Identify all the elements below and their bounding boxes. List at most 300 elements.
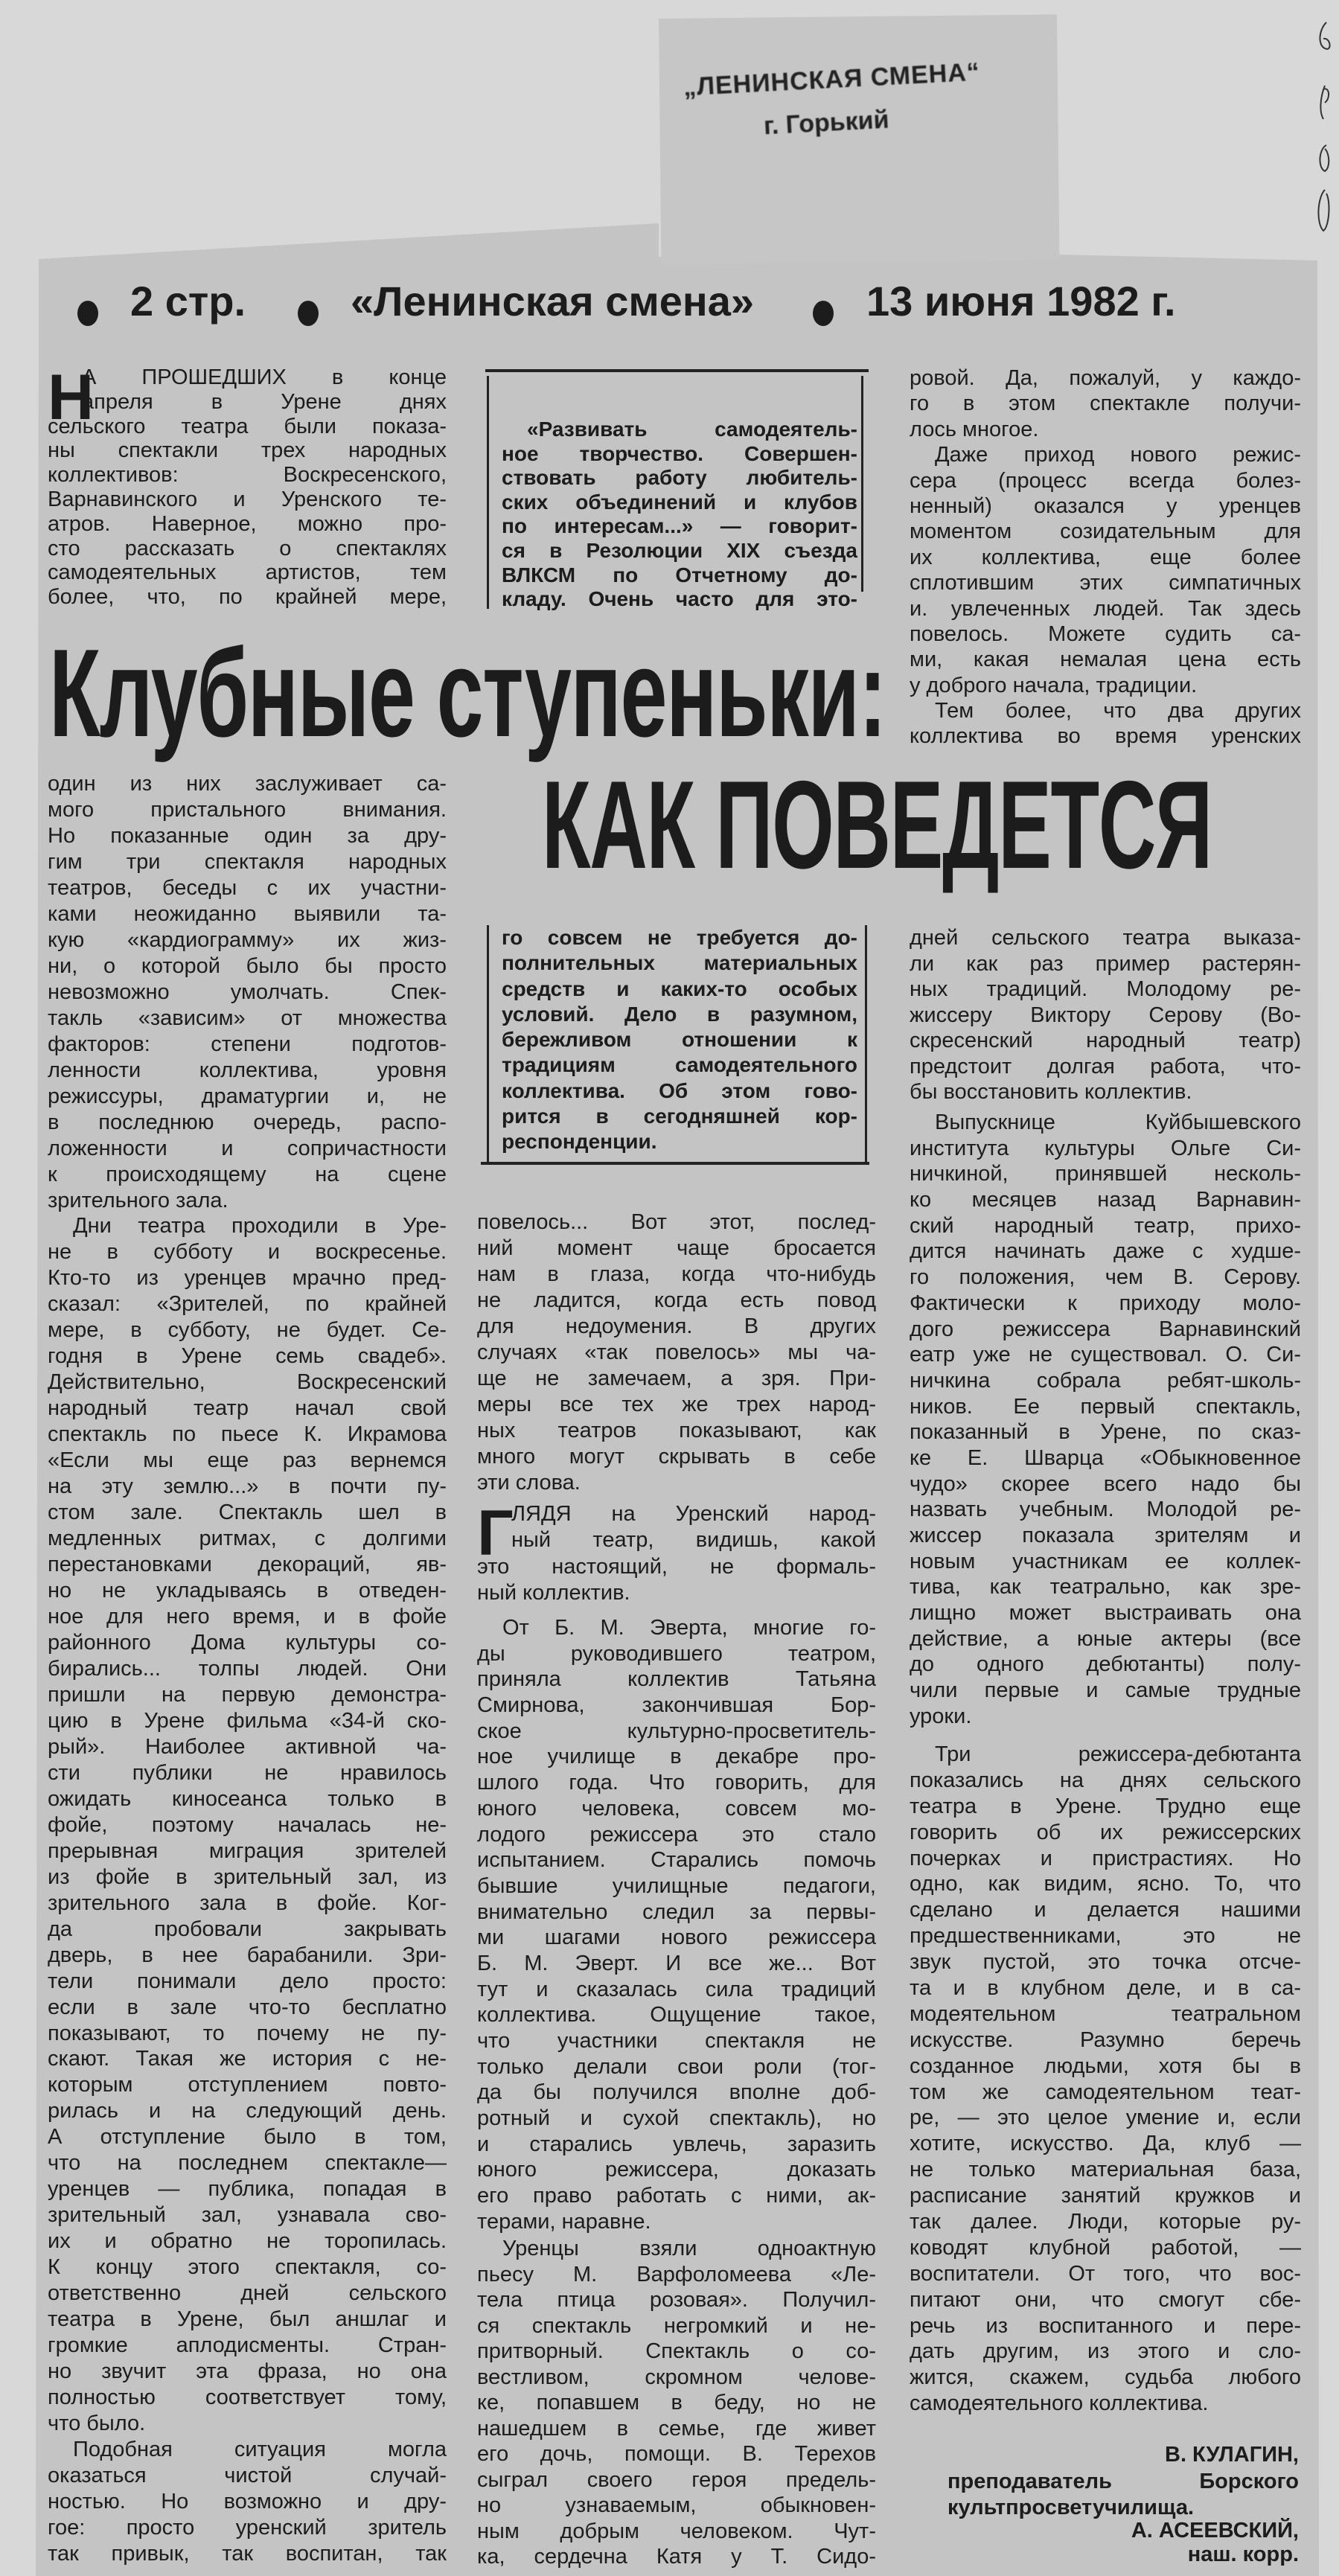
text-line-content: зрительного зала.: [48, 1188, 229, 1212]
text-line-content: и. увлеченных людей. Так здесь: [910, 596, 1301, 621]
text-line: [910, 2027, 1301, 2054]
text-line: [910, 925, 1301, 951]
text-line: [48, 438, 447, 463]
column-2-part-b: [477, 1498, 876, 1606]
text-line: [910, 1574, 1301, 1600]
text-line-content: повелось. Можете судить са-: [910, 621, 1301, 646]
text-line: [910, 1187, 1301, 1213]
text-line-content: у доброго начала, традиции.: [910, 673, 1198, 697]
text-line-content: показывают, то почему не пу-: [48, 2021, 447, 2045]
text-line-content: хотите, искусство. Да, клуб —: [910, 2132, 1301, 2156]
text-line: [477, 1501, 876, 1527]
text-line: [48, 1812, 447, 1838]
text-line-content: Даже приход нового режис-: [935, 443, 1301, 467]
text-line: [910, 951, 1301, 977]
text-line: [48, 2202, 447, 2228]
text-line-content: что на последнем спектакле—: [48, 2151, 447, 2176]
text-line: [48, 2541, 447, 2567]
text-line-content: ных театров показывают, как: [477, 1419, 876, 1442]
text-line: [910, 2287, 1301, 2313]
text-line-content: дать другим, из этого и сло-: [910, 2339, 1301, 2364]
text-line-content: ротный и сухой спектакль), но: [477, 2106, 876, 2131]
text-line: [910, 2001, 1301, 2027]
text-line-content: его дочь, помощи. В. Терехов: [477, 2442, 876, 2466]
text-line-content: медленных ритмах, с долгими: [48, 1527, 447, 1551]
text-line: [477, 1236, 876, 1262]
text-line-content: полнительных материальных: [502, 951, 857, 975]
text-line-content: расписание занятий кружков и: [910, 2184, 1301, 2208]
text-line-content: жиссер показала зрителям и: [910, 1524, 1301, 1547]
text-line-content: тели понимали дело просто:: [48, 1969, 447, 1993]
column-2-part-d: [477, 2236, 876, 2570]
text-line: [477, 2467, 876, 2493]
text-line-content: ских объединений и клубов: [502, 490, 857, 514]
text-line-content: так привык, так воспитан, так: [48, 2541, 447, 2566]
text-line: [910, 2313, 1301, 2339]
quote-box-top: [502, 418, 857, 612]
text-line: [48, 2150, 447, 2176]
text-line: [910, 1419, 1301, 1445]
text-line: [910, 1394, 1301, 1420]
text-line: [477, 1288, 876, 1314]
text-line: [910, 1028, 1301, 1054]
text-line-content: шлого года. Что говорить, для: [477, 1771, 876, 1795]
text-line-content: ще не замечаем, а зря. При-: [477, 1367, 876, 1390]
text-line: [477, 1847, 876, 1873]
text-line: [48, 1552, 447, 1578]
text-line-content: стом зале. Спектакль шел в: [48, 1500, 447, 1525]
text-line: [910, 1317, 1301, 1343]
text-line-content: предшественниками, это не: [910, 1924, 1301, 1949]
text-line: [48, 560, 447, 585]
text-line: [477, 1719, 876, 1745]
text-line: [48, 2281, 447, 2307]
text-line-content: не ладится, когда есть повод: [477, 1288, 876, 1312]
text-line: [910, 1213, 1301, 1239]
text-line: [910, 1897, 1301, 1923]
source-stamp-slip: [659, 14, 1059, 264]
text-line: [48, 1656, 447, 1682]
text-line: [502, 466, 857, 490]
text-line: [477, 1418, 876, 1444]
text-line-content: Фактически к приходу моло-: [910, 1291, 1301, 1315]
text-line-content: нам в глаза, когда что-нибудь: [477, 1262, 876, 1286]
column-3-part-1: [910, 925, 1301, 1105]
text-line: [502, 490, 857, 515]
page-number: 2 стр.: [130, 278, 246, 325]
text-line-content: ды руководившего театром,: [477, 1641, 876, 1666]
text-line-content: Б. М. Эверт. И все же... Вот: [477, 1951, 876, 1975]
text-line-content: го положения, чем В. Серову.: [910, 1265, 1301, 1290]
text-line: [910, 1079, 1301, 1105]
text-line-content: го совсем не требуется до-: [502, 926, 857, 949]
text-line: [48, 2098, 447, 2124]
text-line: [910, 1342, 1301, 1368]
text-line: [910, 1549, 1301, 1575]
text-line-content: воспитатели. От того, что вос-: [910, 2261, 1301, 2286]
text-line: [910, 647, 1301, 672]
text-line: [910, 977, 1301, 1003]
text-line: [48, 1474, 447, 1500]
text-line-content: гим три спектакля народных: [48, 849, 447, 874]
text-line-content: ское культурно-просветитель-: [477, 1719, 876, 1743]
text-line: [48, 2463, 447, 2489]
text-line-content: почерках и пристрастиях. Но: [910, 1846, 1301, 1870]
text-line: [48, 1422, 447, 1448]
text-line-content: скресенский народный театр): [910, 1029, 1301, 1052]
text-line: [910, 2183, 1301, 2209]
text-line-content: более, что, по крайней мере,: [48, 585, 447, 610]
text-line: [910, 2054, 1301, 2080]
text-line: [910, 1652, 1301, 1678]
text-line-content: народный театр начал свой: [48, 1396, 447, 1421]
text-line: [910, 1161, 1301, 1187]
text-line: [48, 415, 447, 439]
text-line: [910, 1110, 1301, 1136]
box-top-left-border: [487, 376, 489, 609]
text-line-content: меры все тех же трех народ-: [477, 1393, 876, 1416]
text-line-content: одно, как видим, ясно. То, что: [910, 1872, 1301, 1896]
text-line-content: пришли на первую демонстра-: [48, 1682, 447, 1707]
text-line: [48, 512, 447, 537]
text-line: [477, 1554, 876, 1580]
text-line-content: самодеятельных артистов, тем: [48, 560, 447, 585]
text-line: [48, 2072, 447, 2098]
text-line-content: до одного дебютанты) полу-: [910, 1652, 1301, 1677]
drop-cap: Г: [477, 1498, 514, 1569]
text-line-content: ненный) оказался у уренцев: [910, 493, 1301, 518]
text-line-content: ский народный театр, прихо-: [910, 1213, 1301, 1238]
text-line: [477, 1641, 876, 1667]
text-line: [48, 2411, 447, 2437]
text-line-content: лищно может выстраивать она: [910, 1601, 1301, 1626]
text-line-content: пьесу М. Варфоломеева «Ле-: [477, 2262, 876, 2286]
text-line-content: моментом созидательным для: [910, 520, 1301, 544]
text-line-content: ка, сердечна Катя у Т. Сидо-: [477, 2545, 876, 2569]
text-line-content: оказаться чистой случай-: [48, 2463, 447, 2487]
text-line: [477, 1392, 876, 1418]
text-line-content: испытанием. Старались помочь: [477, 1848, 876, 1873]
text-line-content: дверь, в нее барабанили. Зри-: [48, 1943, 447, 1967]
text-line-content: Варнавинского и Уренского те-: [48, 487, 447, 511]
text-line-content: из фойе в зрительный зал, из: [48, 1864, 447, 1889]
text-line: [48, 2046, 447, 2072]
text-line-content: ко месяцев назад Варнавин-: [910, 1188, 1301, 1212]
text-line-content: рилась и на следующий день.: [48, 2099, 447, 2123]
text-line: [48, 1734, 447, 1760]
text-line: [48, 1526, 447, 1552]
text-line: [910, 1239, 1301, 1265]
bullet-icon: [77, 301, 98, 326]
text-line-content: самодеятельного коллектива.: [910, 2391, 1209, 2416]
text-line: [502, 1002, 857, 1027]
text-line-content: «Развивать самодеятель-: [527, 418, 857, 441]
text-line: [910, 493, 1301, 519]
text-line: [48, 1058, 447, 1084]
text-line-content: на эту землю...» в почти пу-: [48, 1474, 447, 1499]
text-line: [910, 2080, 1301, 2106]
text-line: [477, 2313, 876, 2339]
text-line-content: коллективов: Воскресенского,: [48, 463, 447, 488]
text-line: [48, 463, 447, 488]
text-line-content: вестливом, скромном челове-: [477, 2365, 876, 2389]
text-line-content: сера (процесс всегда болез-: [910, 468, 1301, 493]
text-line-content: тела птица розовая». Получил-: [477, 2288, 876, 2312]
text-line-content: звук пустой, это точка отсче-: [910, 1950, 1301, 1975]
text-line: [48, 1682, 447, 1708]
text-line-content: сплотившим этих симпатичных: [910, 571, 1301, 595]
text-line: [502, 418, 857, 442]
text-line-content: чудо» скорее всего надо бы: [910, 1471, 1301, 1496]
text-line-content: гое: просто уренский зритель: [48, 2515, 447, 2540]
text-line: [48, 2254, 447, 2281]
text-line-content: такль «зависим» от множества: [48, 1006, 447, 1030]
text-line: [910, 1704, 1301, 1730]
text-line: [48, 2228, 447, 2254]
text-line: [477, 1366, 876, 1392]
text-line-content: респонденции.: [502, 1130, 657, 1153]
text-line-content: ми шагами нового режиссера: [477, 1925, 876, 1950]
text-line-content: действие, а юные актеры (все: [910, 1626, 1301, 1651]
text-line: [910, 1923, 1301, 1949]
text-line-content: театра в Урене. Трудно еще: [910, 1794, 1301, 1818]
text-line-content: ным добрым человеком. Чут-: [477, 2519, 876, 2543]
text-line-content: института культуры Ольге Си-: [910, 1136, 1301, 1160]
text-line-content: искусстве. Разумно беречь: [910, 2027, 1301, 2052]
text-line: [502, 514, 857, 539]
text-line-content: но звучит эта фраза, но она: [48, 2359, 447, 2384]
text-line-content: ничкиной, принявшей несколь-: [910, 1162, 1301, 1186]
text-line: [910, 2131, 1301, 2157]
text-line: [477, 1209, 876, 1236]
text-line: [910, 1003, 1301, 1029]
text-line: [477, 1340, 876, 1366]
text-line-content: годня в Урене семь свадеб».: [48, 1344, 447, 1369]
text-line-content: случаях «так повелось» мы ча-: [477, 1340, 876, 1364]
text-line-content: ЛЯДЯ на Уренский народ-: [511, 1502, 876, 1526]
issue-date: 13 июня 1982 г.: [866, 278, 1176, 325]
drop-cap: Н: [48, 362, 95, 433]
text-line-content: Тем более, что два других: [935, 699, 1301, 723]
author-1-name: В. КУЛАГИН,: [1165, 2443, 1299, 2467]
text-line-content: фойе, поэтому началась не-: [48, 1812, 447, 1837]
text-line-content: Выпускнице Куйбышевского: [935, 1110, 1301, 1134]
text-line-content: коллектива во время уренских: [910, 724, 1301, 749]
text-line: [48, 2515, 447, 2541]
text-line: [48, 488, 447, 512]
column-3-top: [910, 365, 1301, 750]
text-line: [477, 2002, 876, 2028]
text-line-content: ководят клубной работой, —: [910, 2235, 1301, 2260]
text-line-content: го в этом спектакле получи-: [910, 391, 1301, 416]
text-line: [477, 2544, 876, 2570]
text-line: [48, 1032, 447, 1058]
text-line: [910, 2339, 1301, 2365]
text-line-content: режиссуры, драматургии и, не: [48, 1084, 447, 1108]
text-line-content: коллектива. Об этом гово-: [502, 1078, 857, 1102]
text-line: [477, 1527, 876, 1553]
text-line-content: условий. Дело в разумном,: [502, 1002, 857, 1026]
text-line-content: традициям самодеятельного: [502, 1053, 857, 1077]
text-line: [48, 1084, 447, 1110]
text-line: [910, 1136, 1301, 1162]
text-line: [910, 2157, 1301, 2183]
text-line: [910, 723, 1301, 749]
text-line: [910, 545, 1301, 570]
text-line-content: кую «кардиограмму» их жиз-: [48, 927, 447, 952]
text-line-content: притворный. Спектакль о со-: [477, 2339, 876, 2363]
text-line: [502, 1052, 857, 1078]
text-line-content: том же самодеятельном теат-: [910, 2080, 1301, 2104]
text-line: [910, 1975, 1301, 2001]
text-line-content: в последнюю очередь, распо-: [48, 1110, 447, 1134]
text-line: [477, 1314, 876, 1340]
text-line-content: юного человека, совсем мо-: [477, 1796, 876, 1821]
text-line: [910, 1600, 1301, 1626]
text-line: [910, 1471, 1301, 1498]
text-line: [477, 2339, 876, 2365]
text-line-content: жиссеру Виктору Серову (Во-: [910, 1003, 1301, 1027]
text-line-content: сыграл своего героя предель-: [477, 2467, 876, 2492]
text-line-content: ся спектакль негромкий и не-: [477, 2313, 876, 2338]
text-line: [910, 519, 1301, 544]
text-line-content: нашедшем в семье, где живет: [477, 2416, 876, 2441]
text-line: [502, 1027, 857, 1052]
text-line: [48, 849, 447, 875]
text-line-content: жится, скажем, судьба любого: [910, 2365, 1301, 2390]
text-line-content: мере, в субботу, не будет. Се-: [48, 1318, 447, 1343]
text-line-content: ВЛКСМ по Отчетному до-: [502, 563, 857, 587]
column-3-part-3: [910, 1742, 1301, 2417]
text-line: [477, 2236, 876, 2262]
text-line-content: предстоит долгая работа, что-: [910, 1054, 1301, 1078]
text-line: [48, 1291, 447, 1317]
box-bottom-left-border: [487, 925, 489, 1163]
text-line: [502, 1104, 857, 1129]
text-line-content: один из них заслуживает са-: [48, 772, 447, 796]
stamp-newspaper-name: „ЛЕНИНСКАЯ СМЕНА“: [683, 57, 981, 102]
text-line-content: их коллектива, еще более: [910, 545, 1301, 569]
text-line-content: ное училище в декабре про-: [477, 1745, 876, 1769]
text-line: [48, 1500, 447, 1526]
text-line-content: Действительно, Воскресенский: [48, 1370, 447, 1395]
text-line: [48, 1604, 447, 1630]
text-line: [477, 1899, 876, 1925]
text-line: [910, 673, 1301, 698]
text-line: [502, 587, 857, 612]
text-line: [48, 1110, 447, 1136]
text-line: [48, 953, 447, 979]
bullet-icon: [298, 301, 319, 326]
text-line-content: Уренцы взяли одноактную: [502, 2237, 876, 2260]
text-line: [502, 563, 857, 588]
text-line-content: Но показанные один за дру-: [48, 823, 447, 848]
text-line: [48, 390, 447, 415]
text-line-content: речь из воспитанного и пере-: [910, 2313, 1301, 2338]
text-line: [477, 2365, 876, 2391]
text-line-content: ровой. Да, пожалуй, у каждо-: [910, 366, 1301, 390]
text-line-content: А отступление было в том,: [48, 2125, 447, 2150]
text-line-content: тут и сказалась сила традиций: [477, 1977, 876, 2001]
text-line-content: ствовать работу любитель-: [502, 466, 857, 490]
text-line: [477, 2519, 876, 2545]
text-line: [910, 1626, 1301, 1652]
text-line: [910, 365, 1301, 391]
text-line: [477, 1666, 876, 1693]
text-line: [48, 1239, 447, 1265]
text-line-content: ный коллектив.: [477, 1580, 630, 1605]
text-line: [477, 1580, 876, 1606]
text-line-content: созданное людьми, хотя бы в: [910, 2054, 1301, 2078]
text-line: [48, 2176, 447, 2202]
text-line-content: бывшие училищные педагоги,: [477, 1873, 876, 1898]
text-line-content: «Если мы еще раз вернемся: [48, 1448, 447, 1473]
text-line-content: ответственно дней сельского: [48, 2281, 447, 2306]
text-line-content: сто рассказать о спектаклях: [48, 536, 447, 560]
text-line-content: театра в Урене, был аншлаг и: [48, 2307, 447, 2332]
text-line-content: но узнаваемым, обыкновен-: [477, 2493, 876, 2517]
text-line: [502, 442, 857, 467]
text-line-content: бы восстановить коллектив.: [910, 1080, 1192, 1104]
text-line: [910, 1368, 1301, 1394]
text-line: [502, 1129, 857, 1154]
text-line-content: театров, беседы с их участни-: [48, 875, 447, 900]
text-line: [910, 1846, 1301, 1872]
text-line-content: уренцев — публика, попадая в: [48, 2177, 447, 2202]
author-1-role: преподаватель Борского: [947, 2470, 1299, 2493]
column-2-part-a: [477, 1209, 876, 1496]
text-line-content: Подобная ситуация могла: [73, 2438, 447, 2461]
text-line: [477, 2416, 876, 2442]
box-bottom-rule: [481, 1162, 869, 1165]
text-line: [48, 1630, 447, 1656]
text-line-content: ожидать киносеанса только в: [48, 1786, 447, 1811]
text-line: [48, 2359, 447, 2385]
text-line-content: только делали свои роли (тог-: [477, 2054, 876, 2079]
text-line-content: еатр уже не существовал. О. Си-: [910, 1343, 1301, 1367]
text-line-content: прерывная миграция зрителей: [48, 1838, 447, 1863]
text-line-content: много могут скрывать в себе: [477, 1445, 876, 1468]
text-line-content: рится в сегодняшней кор-: [502, 1104, 857, 1128]
text-line-content: уроки.: [910, 1704, 972, 1728]
text-line-content: ке Е. Шварца «Обыкновенное: [910, 1445, 1301, 1470]
text-line: [477, 1693, 876, 1719]
author-2-role: наш. корр.: [1187, 2543, 1299, 2566]
text-line-content: сти публики не нравилось: [48, 1760, 447, 1785]
text-line: [477, 2441, 876, 2467]
text-line: [910, 1768, 1301, 1794]
headline-line-2: [542, 755, 1339, 895]
text-line-content: его право работать с ними, ак-: [477, 2184, 876, 2208]
text-line-content: апреля в Урене днях: [82, 389, 447, 414]
column-3-part-2: [910, 1110, 1301, 1730]
stamp-city: г. Горький: [763, 105, 890, 141]
text-line-content: зрительный зал, узнавала сво-: [48, 2203, 447, 2228]
text-line: [910, 1445, 1301, 1471]
text-line: [48, 1838, 447, 1864]
text-line-content: ре, — это целое умение и, если: [910, 2106, 1301, 2130]
text-line-content: которым отступлением повто-: [48, 2073, 447, 2097]
text-line: [477, 1925, 876, 1951]
text-line-content: дого режиссера Варнавинский: [910, 1317, 1301, 1341]
text-line: [910, 1678, 1301, 1704]
text-line-content: ное творчество. Совершен-: [502, 441, 857, 465]
text-line-content: ний момент чаще бросается: [477, 1236, 876, 1260]
text-line-content: ны спектакли трех народных: [48, 438, 447, 463]
text-line: [48, 1448, 447, 1474]
text-line: [477, 1822, 876, 1848]
text-line-content: сказал: «Зрителей, по крайней: [48, 1292, 447, 1317]
